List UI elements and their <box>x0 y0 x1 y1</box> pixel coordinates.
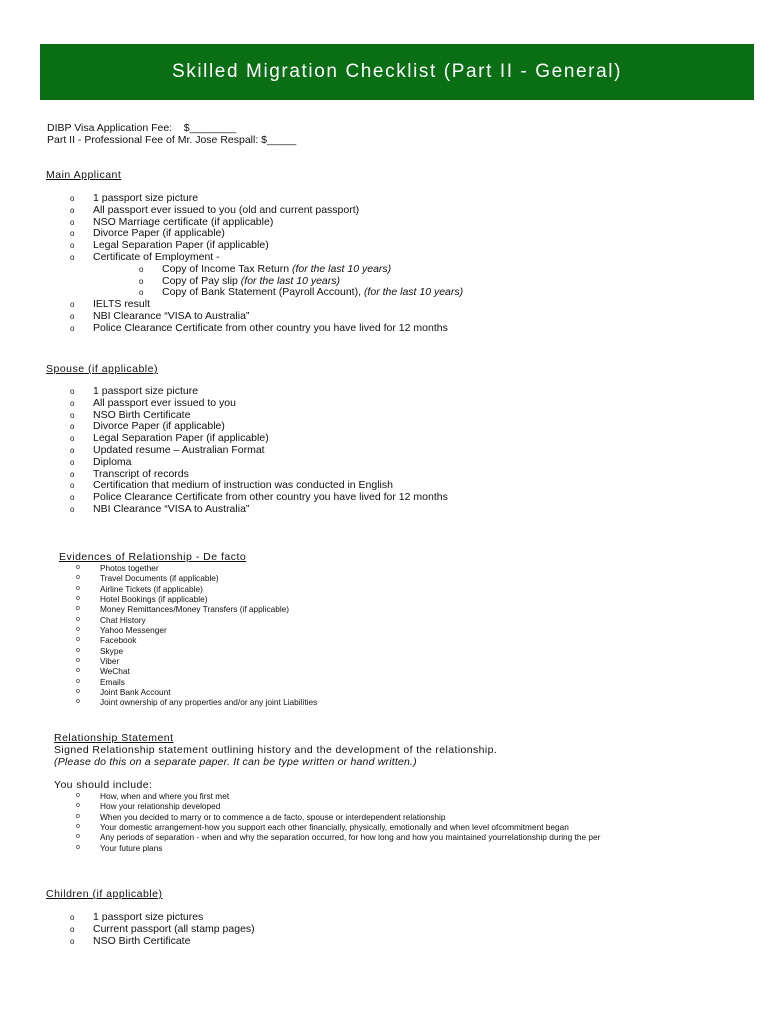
bullet-icon: o <box>76 595 80 603</box>
bullet-icon: o <box>76 626 80 634</box>
bullet-icon: o <box>70 481 75 491</box>
list-item: o Police Clearance Certificate from other country you have lived for 12 months <box>70 321 448 334</box>
list-item: o Your domestic arrangement-how you support each other financially, physically, emotionally and when level ofcommitment began <box>76 822 569 833</box>
list-item: o Viber <box>76 656 120 667</box>
bullet-icon: o <box>70 913 75 922</box>
list-item: o NSO Birth Certificate <box>70 408 191 421</box>
list-item: o Police Clearance Certificate from other country you have lived for 12 months <box>70 491 448 504</box>
list-item: o Facebook <box>76 635 137 646</box>
title-banner <box>40 44 754 100</box>
sub-list-item: o Copy of Bank Statement (Payroll Account), (for the last 10 years) <box>139 286 464 299</box>
bullet-icon: o <box>70 469 75 479</box>
list-item: o Updated resume – Australian Format <box>70 443 265 456</box>
bullet-icon: o <box>139 276 144 286</box>
main-applicant-list <box>47 193 463 335</box>
evidences-list <box>54 563 317 708</box>
bullet-icon: o <box>70 422 75 432</box>
list-item: o Legal Separation Paper (if applicable) <box>70 432 269 445</box>
spouse-list <box>47 386 448 516</box>
list-item: o 1 passport size pictures <box>70 911 204 923</box>
bullet-icon: o <box>70 387 75 396</box>
list-item: o Hotel Bookings (if applicable) <box>76 594 208 605</box>
list-item: o How, when and where you first met <box>76 791 230 801</box>
bullet-icon: o <box>70 323 75 333</box>
list-item: o Divorce Paper (if applicable) <box>70 227 225 240</box>
list-item: o All passport ever issued to you <box>70 396 236 409</box>
spouse-heading: Spouse (if applicable) <box>46 363 158 375</box>
list-item: o NBI Clearance “VISA to Australia” <box>70 502 250 515</box>
list-item: o WeChat <box>76 666 130 677</box>
bullet-icon: o <box>76 833 80 841</box>
list-item: o Joint ownership of any properties and/or any joint Liabilities <box>76 697 318 708</box>
relationship-statement-note: (Please do this on a separate paper. It can be type written or hand written.) <box>54 756 417 768</box>
bullet-icon: o <box>76 667 80 675</box>
bullet-icon: o <box>76 657 80 665</box>
bullet-icon: o <box>76 564 80 571</box>
list-item: o Money Remittances/Money Transfers (if applicable) <box>76 604 290 615</box>
bullet-icon: o <box>76 843 80 851</box>
fees-block <box>47 122 296 146</box>
list-item: o Transcript of records <box>70 467 189 480</box>
bullet-icon: o <box>76 636 80 644</box>
include-heading: You should include: <box>54 779 153 791</box>
bullet-icon: o <box>70 194 75 203</box>
list-item: o NSO Marriage certificate (if applicable) <box>70 215 274 228</box>
list-item: o Yahoo Messenger <box>76 625 167 636</box>
list-item: o Divorce Paper (if applicable) <box>70 420 225 433</box>
bullet-icon: o <box>70 252 75 262</box>
list-item: o Emails <box>76 676 125 687</box>
list-item: o 1 passport size picture <box>70 192 199 204</box>
list-item: o Certificate of Employment - <box>70 250 220 263</box>
bullet-icon: o <box>139 264 144 274</box>
bullet-icon: o <box>76 677 80 685</box>
bullet-icon: o <box>70 205 75 215</box>
bullet-icon: o <box>70 241 75 251</box>
bullet-icon: o <box>70 229 75 239</box>
list-item: o Current passport (all stamp pages) <box>70 922 255 935</box>
bullet-icon: o <box>139 288 144 298</box>
list-item: o Skype <box>76 645 124 656</box>
list-item: o NBI Clearance “VISA to Australia” <box>70 309 250 322</box>
bullet-icon: o <box>70 936 75 946</box>
bullet-icon: o <box>70 445 75 455</box>
list-item: o Legal Separation Paper (if applicable) <box>70 239 269 252</box>
bullet-icon: o <box>70 217 75 227</box>
relationship-statement-text: Signed Relationship statement outlining history and the development of the relationship. <box>54 744 498 756</box>
list-item: o How your relationship developed <box>76 801 221 812</box>
page-title: Skilled Migration Checklist (Part II - General) <box>171 61 623 82</box>
relationship-heading: Relationship Statement <box>54 732 174 744</box>
evidences-heading: Evidences of Relationship - De facto <box>59 551 247 563</box>
bullet-icon: o <box>76 615 80 623</box>
list-item: o All passport ever issued to you (old and current passport) <box>70 203 360 216</box>
list-item: o NSO Birth Certificate <box>70 934 191 947</box>
main-applicant-heading: Main Applicant <box>46 169 122 181</box>
bullet-icon: o <box>70 504 75 514</box>
bullet-icon: o <box>76 812 80 820</box>
visa-fee-line: DIBP Visa Application Fee: $________ <box>47 122 237 134</box>
bullet-icon: o <box>76 823 80 831</box>
list-item: o Your future plans <box>76 842 163 853</box>
children-heading: Children (if applicable) <box>46 888 163 900</box>
children-list <box>47 912 255 947</box>
bullet-icon: o <box>70 398 75 408</box>
bullet-icon: o <box>70 410 75 420</box>
bullet-icon: o <box>76 688 80 696</box>
bullet-icon: o <box>76 802 80 810</box>
list-item: o Any periods of separation - when and why the separation occurred, for how long and how you maintained yourrelationship during the per <box>76 832 601 843</box>
list-item: o Diploma <box>70 455 132 468</box>
list-item: o Travel Documents (if applicable) <box>76 573 219 584</box>
sub-list-item: o Copy of Income Tax Return (for the last 10 years) <box>139 262 392 275</box>
bullet-icon: o <box>76 646 80 654</box>
bullet-icon: o <box>76 698 80 706</box>
list-item: o Airline Tickets (if applicable) <box>76 583 203 594</box>
list-item: o When you decided to marry or to commence a de facto, spouse or interdependent relationship <box>76 811 446 822</box>
list-item: o IELTS result <box>70 298 150 311</box>
bullet-icon: o <box>70 311 75 321</box>
list-item: o Joint Bank Account <box>76 687 171 698</box>
list-item: o 1 passport size picture <box>70 385 199 397</box>
list-item: o Certification that medium of instruction was conducted in English <box>70 479 393 492</box>
professional-fee-line: Part II - Professional Fee of Mr. Jose Respall: $_____ <box>47 134 297 146</box>
bullet-icon: o <box>76 605 80 613</box>
bullet-icon: o <box>76 574 80 582</box>
bullet-icon: o <box>70 493 75 503</box>
list-item: o Photos together <box>76 563 159 573</box>
list-item: o Chat History <box>76 614 146 625</box>
bullet-icon: o <box>76 792 80 799</box>
include-list <box>54 791 768 853</box>
sub-list-item: o Copy of Pay slip (for the last 10 years) <box>139 274 341 287</box>
bullet-icon: o <box>70 434 75 444</box>
bullet-icon: o <box>70 924 75 934</box>
bullet-icon: o <box>70 457 75 467</box>
bullet-icon: o <box>76 584 80 592</box>
bullet-icon: o <box>70 300 75 310</box>
